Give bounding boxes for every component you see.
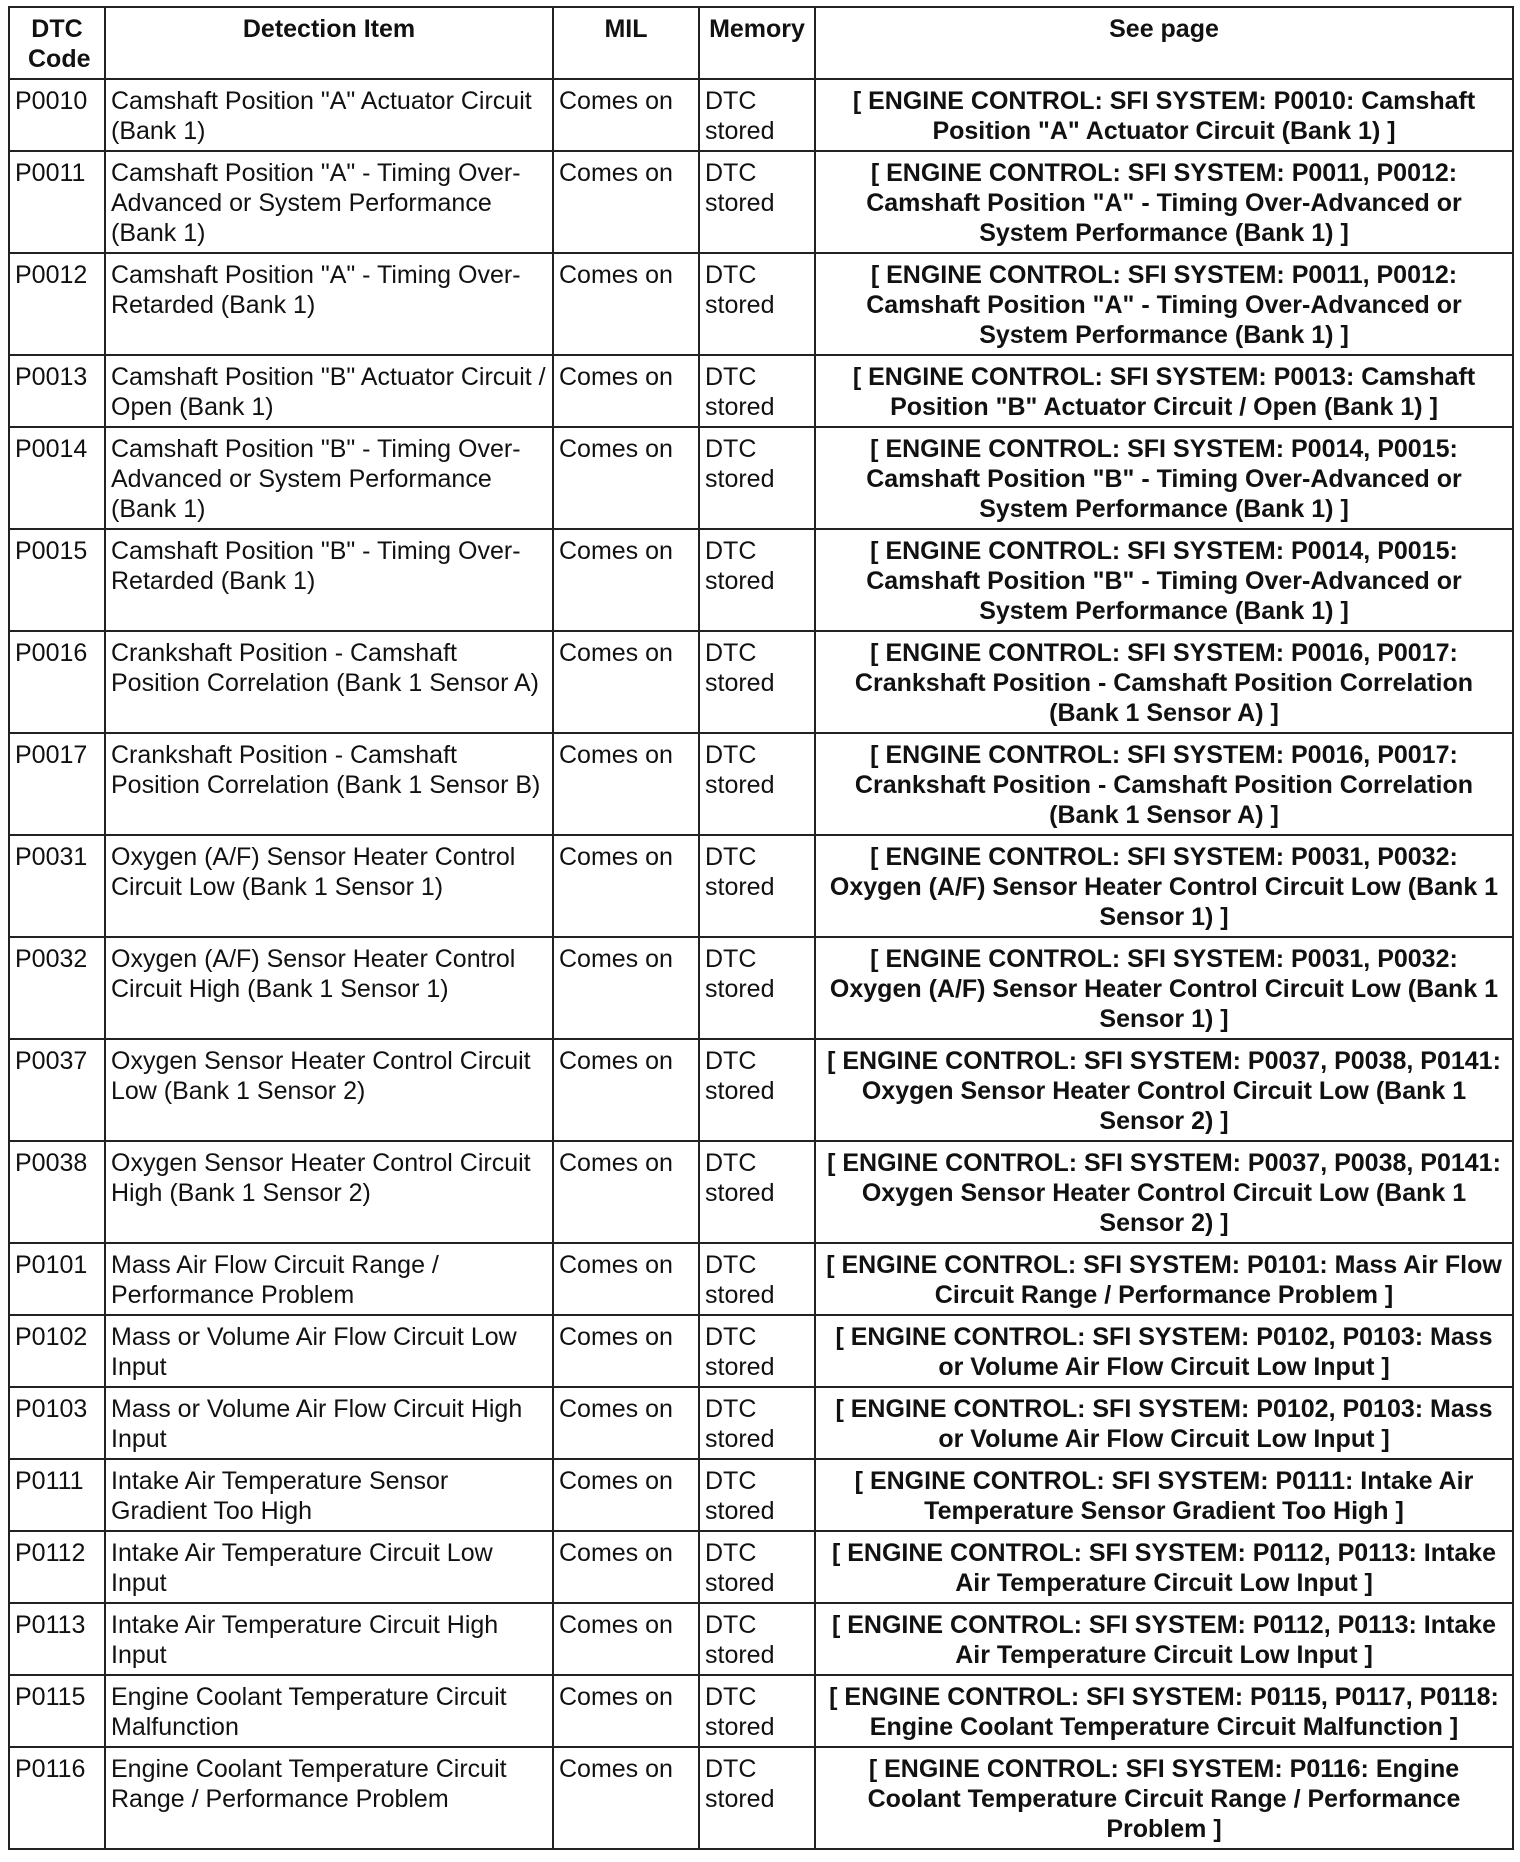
detection-item: Engine Coolant Temperature Circuit Range / Performance Problem: [105, 1747, 553, 1849]
dtc-code: P0031: [9, 835, 105, 937]
detection-item: Crankshaft Position - Camshaft Position Correlation (Bank 1 Sensor A): [105, 631, 553, 733]
memory-status: DTC stored: [699, 1459, 815, 1531]
table-row: [9, 937, 1513, 1039]
table-row: [9, 1141, 1513, 1243]
dtc-code: P0102: [9, 1315, 105, 1387]
detection-item: Camshaft Position "B" - Timing Over-Advanced or System Performance (Bank 1): [105, 427, 553, 529]
dtc-code: P0011: [9, 151, 105, 253]
memory-status: DTC stored: [699, 1531, 815, 1603]
memory-status: DTC stored: [699, 355, 815, 427]
memory-status: DTC stored: [699, 529, 815, 631]
detection-item: Engine Coolant Temperature Circuit Malfunction: [105, 1675, 553, 1747]
header-dtc-code: DTC Code: [9, 7, 105, 79]
mil-status: Comes on: [553, 1603, 699, 1675]
detection-item: Intake Air Temperature Sensor Gradient Too High: [105, 1459, 553, 1531]
memory-status: DTC stored: [699, 1141, 815, 1243]
mil-status: Comes on: [553, 79, 699, 151]
table-row: [9, 1675, 1513, 1747]
dtc-code: P0010: [9, 79, 105, 151]
table-row: [9, 631, 1513, 733]
see-page-link[interactable]: [ ENGINE CONTROL: SFI SYSTEM: P0037, P0038, P0141: Oxygen Sensor Heater Control Circuit Low (Bank 1 Sensor 2) ]: [815, 1039, 1513, 1141]
memory-status: DTC stored: [699, 937, 815, 1039]
dtc-code: P0014: [9, 427, 105, 529]
see-page-link[interactable]: [ ENGINE CONTROL: SFI SYSTEM: P0116: Engine Coolant Temperature Circuit Range / Performance Problem ]: [815, 1747, 1513, 1849]
dtc-code: P0113: [9, 1603, 105, 1675]
dtc-code: P0015: [9, 529, 105, 631]
see-page-link[interactable]: [ ENGINE CONTROL: SFI SYSTEM: P0031, P0032: Oxygen (A/F) Sensor Heater Control Circuit Low (Bank 1 Sensor 1) ]: [815, 835, 1513, 937]
dtc-code: P0115: [9, 1675, 105, 1747]
table-row: [9, 79, 1513, 151]
memory-status: DTC stored: [699, 427, 815, 529]
see-page-link[interactable]: [ ENGINE CONTROL: SFI SYSTEM: P0037, P0038, P0141: Oxygen Sensor Heater Control Circuit Low (Bank 1 Sensor 2) ]: [815, 1141, 1513, 1243]
memory-status: DTC stored: [699, 1315, 815, 1387]
table-row: [9, 253, 1513, 355]
see-page-link[interactable]: [ ENGINE CONTROL: SFI SYSTEM: P0111: Intake Air Temperature Sensor Gradient Too High ]: [815, 1459, 1513, 1531]
detection-item: Mass or Volume Air Flow Circuit Low Input: [105, 1315, 553, 1387]
memory-status: DTC stored: [699, 1243, 815, 1315]
table-row: [9, 1531, 1513, 1603]
mil-status: Comes on: [553, 1141, 699, 1243]
header-see-page: See page: [815, 7, 1513, 79]
memory-status: DTC stored: [699, 1039, 815, 1141]
dtc-code: P0116: [9, 1747, 105, 1849]
dtc-code: P0016: [9, 631, 105, 733]
mil-status: Comes on: [553, 253, 699, 355]
mil-status: Comes on: [553, 151, 699, 253]
mil-status: Comes on: [553, 1243, 699, 1315]
see-page-link[interactable]: [ ENGINE CONTROL: SFI SYSTEM: P0011, P0012: Camshaft Position "A" - Timing Over-Advanced or System Performance (Bank 1) ]: [815, 151, 1513, 253]
mil-status: Comes on: [553, 1531, 699, 1603]
dtc-code: P0017: [9, 733, 105, 835]
see-page-link[interactable]: [ ENGINE CONTROL: SFI SYSTEM: P0014, P0015: Camshaft Position "B" - Timing Over-Advanced or System Performance (Bank 1) ]: [815, 529, 1513, 631]
table-row: [9, 355, 1513, 427]
see-page-link[interactable]: [ ENGINE CONTROL: SFI SYSTEM: P0102, P0103: Mass or Volume Air Flow Circuit Low Input ]: [815, 1387, 1513, 1459]
header-detection-item: Detection Item: [105, 7, 553, 79]
dtc-code: P0013: [9, 355, 105, 427]
table-header-row: [9, 7, 1513, 79]
dtc-code: P0101: [9, 1243, 105, 1315]
see-page-link[interactable]: [ ENGINE CONTROL: SFI SYSTEM: P0112, P0113: Intake Air Temperature Circuit Low Input ]: [815, 1603, 1513, 1675]
dtc-code: P0032: [9, 937, 105, 1039]
see-page-link[interactable]: [ ENGINE CONTROL: SFI SYSTEM: P0014, P0015: Camshaft Position "B" - Timing Over-Advanced or System Performance (Bank 1) ]: [815, 427, 1513, 529]
mil-status: Comes on: [553, 1459, 699, 1531]
see-page-link[interactable]: [ ENGINE CONTROL: SFI SYSTEM: P0013: Camshaft Position "B" Actuator Circuit / Open (Bank 1) ]: [815, 355, 1513, 427]
dtc-code: P0111: [9, 1459, 105, 1531]
detection-item: Intake Air Temperature Circuit High Input: [105, 1603, 553, 1675]
dtc-code: P0112: [9, 1531, 105, 1603]
table-row: [9, 151, 1513, 253]
detection-item: Mass or Volume Air Flow Circuit High Input: [105, 1387, 553, 1459]
memory-status: DTC stored: [699, 1603, 815, 1675]
dtc-code: P0037: [9, 1039, 105, 1141]
memory-status: DTC stored: [699, 253, 815, 355]
table-row: [9, 1039, 1513, 1141]
memory-status: DTC stored: [699, 1675, 815, 1747]
table-row: [9, 1603, 1513, 1675]
see-page-link[interactable]: [ ENGINE CONTROL: SFI SYSTEM: P0102, P0103: Mass or Volume Air Flow Circuit Low Input ]: [815, 1315, 1513, 1387]
detection-item: Camshaft Position "A" - Timing Over-Retarded (Bank 1): [105, 253, 553, 355]
table-row: [9, 733, 1513, 835]
table-row: [9, 835, 1513, 937]
see-page-link[interactable]: [ ENGINE CONTROL: SFI SYSTEM: P0011, P0012: Camshaft Position "A" - Timing Over-Advanced or System Performance (Bank 1) ]: [815, 253, 1513, 355]
see-page-link[interactable]: [ ENGINE CONTROL: SFI SYSTEM: P0016, P0017: Crankshaft Position - Camshaft Position Correlation (Bank 1 Sensor A) ]: [815, 733, 1513, 835]
memory-status: DTC stored: [699, 1747, 815, 1849]
table-row: [9, 1387, 1513, 1459]
detection-item: Camshaft Position "A" - Timing Over-Advanced or System Performance (Bank 1): [105, 151, 553, 253]
detection-item: Camshaft Position "B" Actuator Circuit / Open (Bank 1): [105, 355, 553, 427]
mil-status: Comes on: [553, 355, 699, 427]
mil-status: Comes on: [553, 1747, 699, 1849]
mil-status: Comes on: [553, 427, 699, 529]
mil-status: Comes on: [553, 835, 699, 937]
dtc-table: [8, 6, 1514, 1850]
see-page-link[interactable]: [ ENGINE CONTROL: SFI SYSTEM: P0031, P0032: Oxygen (A/F) Sensor Heater Control Circuit Low (Bank 1 Sensor 1) ]: [815, 937, 1513, 1039]
mil-status: Comes on: [553, 733, 699, 835]
detection-item: Oxygen (A/F) Sensor Heater Control Circuit High (Bank 1 Sensor 1): [105, 937, 553, 1039]
mil-status: Comes on: [553, 1315, 699, 1387]
memory-status: DTC stored: [699, 1387, 815, 1459]
detection-item: Oxygen Sensor Heater Control Circuit Low (Bank 1 Sensor 2): [105, 1039, 553, 1141]
mil-status: Comes on: [553, 1675, 699, 1747]
mil-status: Comes on: [553, 631, 699, 733]
table-row: [9, 1315, 1513, 1387]
detection-item: Camshaft Position "A" Actuator Circuit (Bank 1): [105, 79, 553, 151]
detection-item: Camshaft Position "B" - Timing Over-Retarded (Bank 1): [105, 529, 553, 631]
detection-item: Oxygen (A/F) Sensor Heater Control Circuit Low (Bank 1 Sensor 1): [105, 835, 553, 937]
see-page-link[interactable]: [ ENGINE CONTROL: SFI SYSTEM: P0115, P0117, P0118: Engine Coolant Temperature Circuit Malfunction ]: [815, 1675, 1513, 1747]
mil-status: Comes on: [553, 937, 699, 1039]
table-row: [9, 427, 1513, 529]
mil-status: Comes on: [553, 1387, 699, 1459]
memory-status: DTC stored: [699, 835, 815, 937]
header-mil: MIL: [553, 7, 699, 79]
memory-status: DTC stored: [699, 151, 815, 253]
table-row: [9, 1747, 1513, 1849]
mil-status: Comes on: [553, 529, 699, 631]
detection-item: Oxygen Sensor Heater Control Circuit High (Bank 1 Sensor 2): [105, 1141, 553, 1243]
table-row: [9, 529, 1513, 631]
dtc-code: P0012: [9, 253, 105, 355]
header-memory: Memory: [699, 7, 815, 79]
detection-item: Crankshaft Position - Camshaft Position Correlation (Bank 1 Sensor B): [105, 733, 553, 835]
see-page-link[interactable]: [ ENGINE CONTROL: SFI SYSTEM: P0010: Camshaft Position "A" Actuator Circuit (Bank 1) ]: [815, 79, 1513, 151]
detection-item: Mass Air Flow Circuit Range / Performance Problem: [105, 1243, 553, 1315]
see-page-link[interactable]: [ ENGINE CONTROL: SFI SYSTEM: P0112, P0113: Intake Air Temperature Circuit Low Input ]: [815, 1531, 1513, 1603]
dtc-code: P0103: [9, 1387, 105, 1459]
mil-status: Comes on: [553, 1039, 699, 1141]
dtc-code: P0038: [9, 1141, 105, 1243]
memory-status: DTC stored: [699, 79, 815, 151]
see-page-link[interactable]: [ ENGINE CONTROL: SFI SYSTEM: P0101: Mass Air Flow Circuit Range / Performance Problem ]: [815, 1243, 1513, 1315]
table-row: [9, 1243, 1513, 1315]
table-row: [9, 1459, 1513, 1531]
memory-status: DTC stored: [699, 631, 815, 733]
memory-status: DTC stored: [699, 733, 815, 835]
detection-item: Intake Air Temperature Circuit Low Input: [105, 1531, 553, 1603]
see-page-link[interactable]: [ ENGINE CONTROL: SFI SYSTEM: P0016, P0017: Crankshaft Position - Camshaft Position Correlation (Bank 1 Sensor A) ]: [815, 631, 1513, 733]
